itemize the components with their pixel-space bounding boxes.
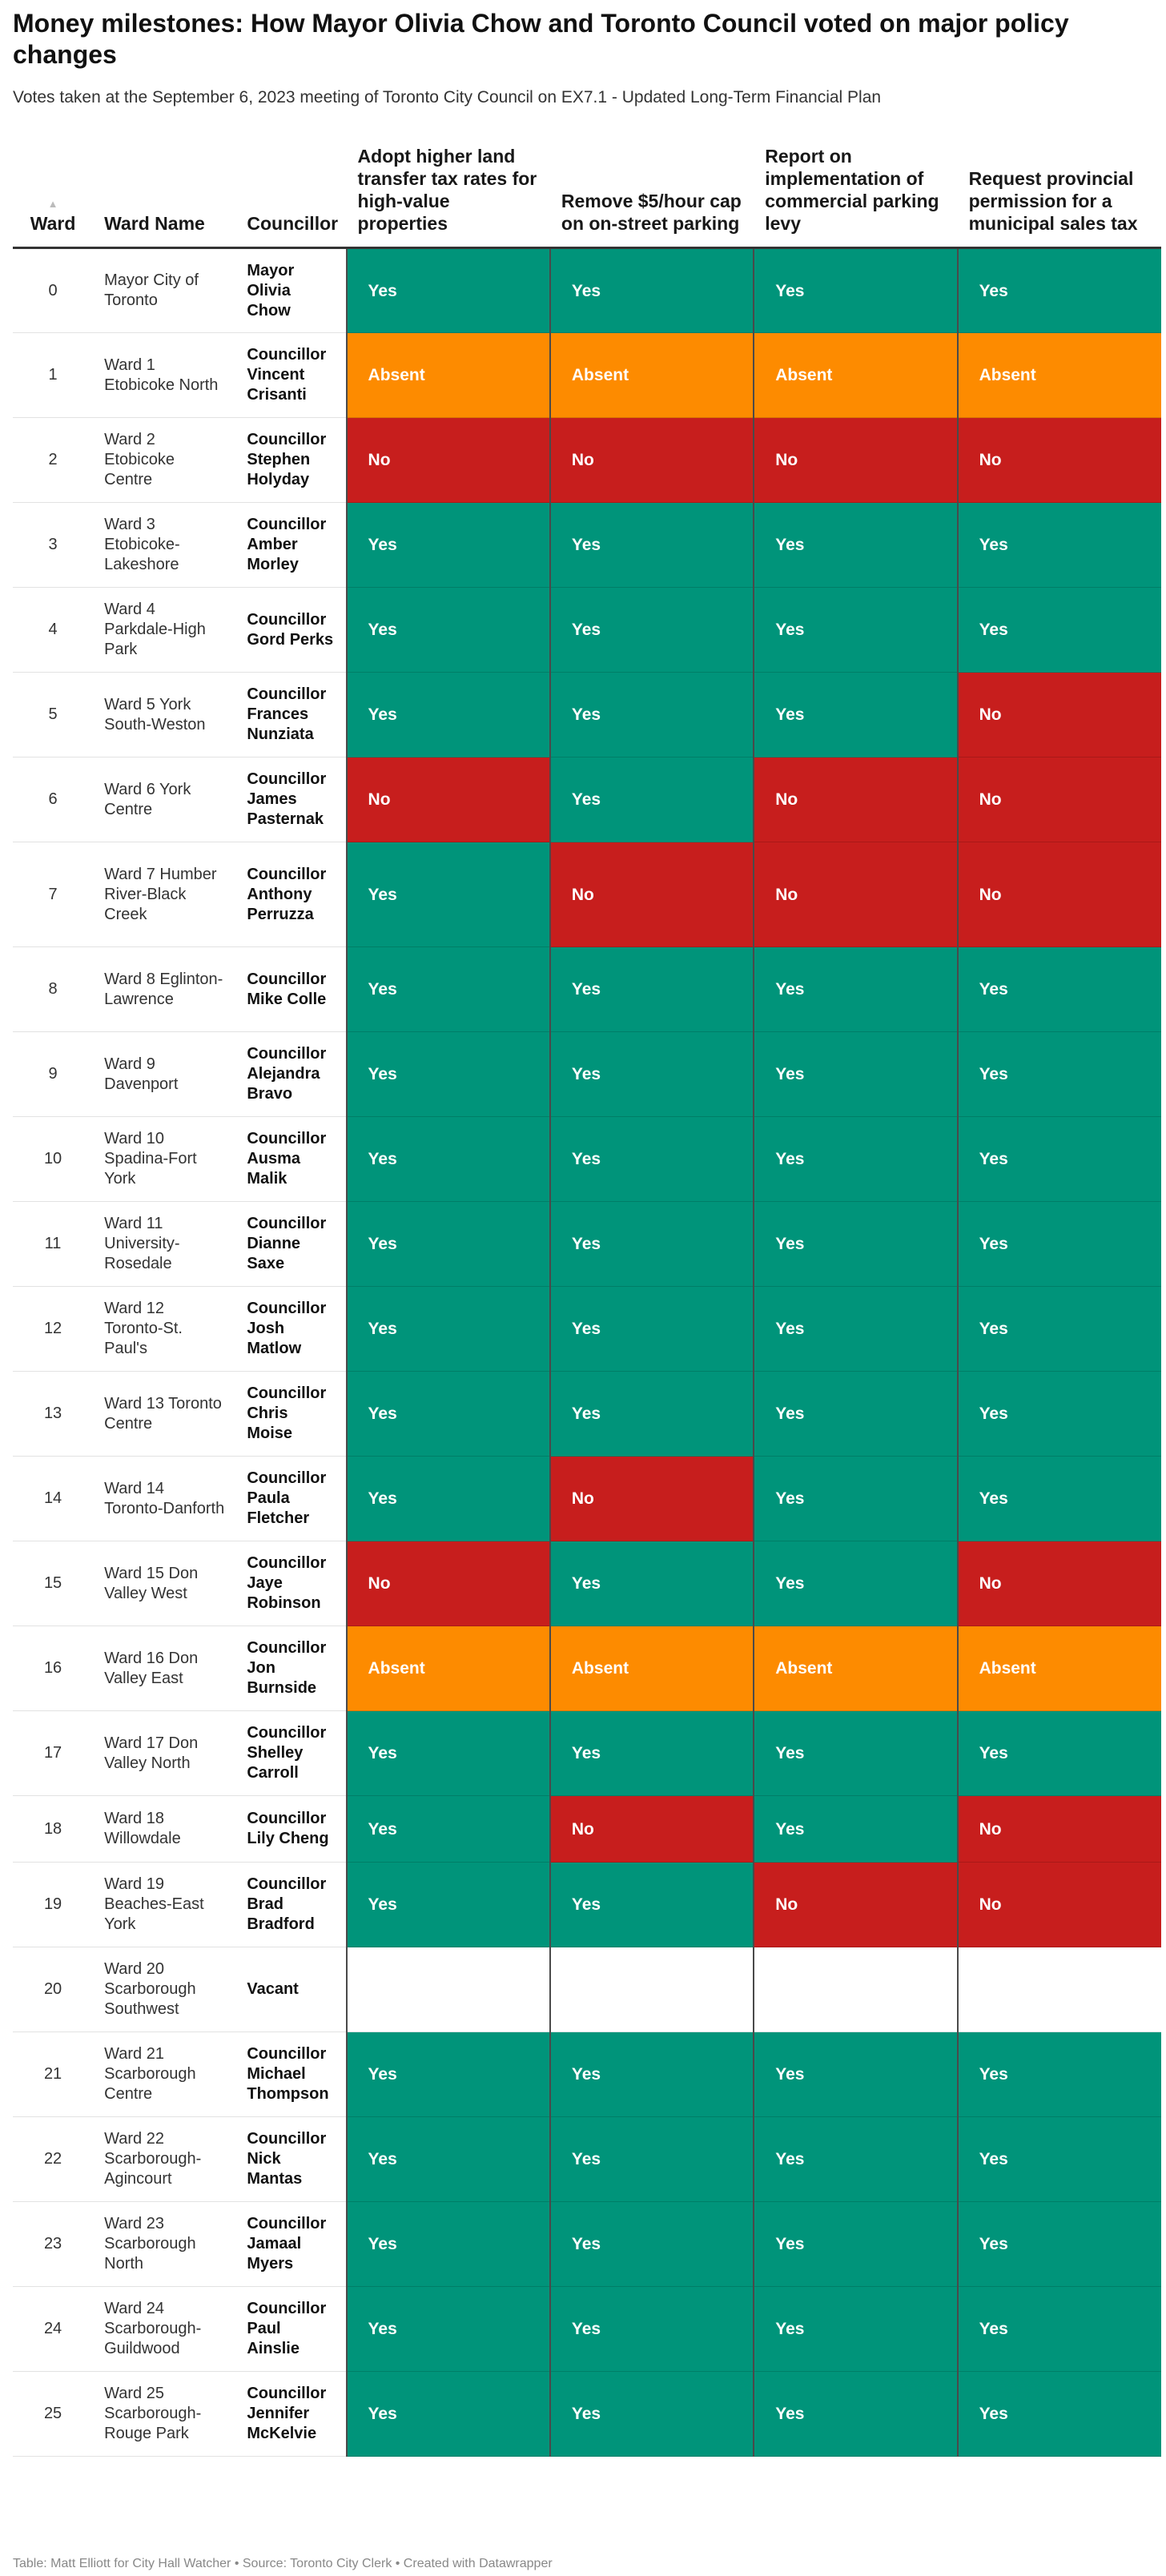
- vote-sales-tax-cell: Yes: [958, 1287, 1161, 1372]
- ward-number-cell: 25: [13, 2372, 93, 2457]
- vote-land-transfer-tax-cell: Yes: [347, 947, 550, 1032]
- ward-name-cell: Ward 2 Etobicoke Centre: [93, 418, 235, 503]
- ward-name-cell: Ward 1 Etobicoke North: [93, 333, 235, 418]
- ward-number-cell: 0: [13, 248, 93, 333]
- ward-name-cell: Ward 14 Toronto-Danforth: [93, 1457, 235, 1541]
- vote-sales-tax-cell: Absent: [958, 333, 1161, 418]
- ward-number-cell: 5: [13, 673, 93, 758]
- vote-sales-tax-cell: Yes: [958, 1032, 1161, 1117]
- table-body: [13, 248, 1161, 2457]
- table-row: [13, 1117, 1161, 1202]
- councillor-cell: Councillor Shelley Carroll: [235, 1711, 346, 1796]
- ward-name-cell: Ward 20 Scarborough Southwest: [93, 1947, 235, 2032]
- vote-parking-levy-cell: Yes: [754, 1541, 957, 1626]
- ward-number-cell: 17: [13, 1711, 93, 1796]
- table-header-row: [13, 137, 1161, 248]
- vote-parking-levy-cell: Yes: [754, 1032, 957, 1117]
- councillor-cell: Councillor Mike Colle: [235, 947, 346, 1032]
- ward-name-cell: Ward 21 Scarborough Centre: [93, 2032, 235, 2117]
- vote-parking-cap-cell: Yes: [550, 1202, 754, 1287]
- chart-title: Money milestones: How Mayor Olivia Chow and Toronto Council voted on major policy changes: [13, 9, 1069, 69]
- vote-sales-tax-cell: Yes: [958, 2372, 1161, 2457]
- vote-sales-tax-cell: Yes: [958, 2032, 1161, 2117]
- vote-parking-cap-cell: Yes: [550, 947, 754, 1032]
- column-header-land-transfer-tax[interactable]: Adopt higher land transfer tax rates for high-value properties: [347, 137, 550, 248]
- table-row: [13, 2202, 1161, 2287]
- table-row: [13, 1032, 1161, 1117]
- councillor-cell: Councillor Josh Matlow: [235, 1287, 346, 1372]
- vote-sales-tax-cell: Yes: [958, 1457, 1161, 1541]
- vote-sales-tax-cell: [958, 1947, 1161, 2032]
- councillor-cell: Councillor Chris Moise: [235, 1372, 346, 1457]
- vote-land-transfer-tax-cell: [347, 1947, 550, 2032]
- vote-sales-tax-cell: No: [958, 673, 1161, 758]
- vote-land-transfer-tax-cell: Yes: [347, 1372, 550, 1457]
- vote-parking-levy-cell: Yes: [754, 503, 957, 588]
- table-row: [13, 1863, 1161, 1947]
- vote-parking-cap-cell: Yes: [550, 2287, 754, 2372]
- councillor-cell: Councillor Jon Burnside: [235, 1626, 346, 1711]
- column-header-councillor[interactable]: Councillor: [235, 137, 346, 248]
- table-row: [13, 503, 1161, 588]
- vote-sales-tax-cell: No: [958, 842, 1161, 947]
- vote-land-transfer-tax-cell: No: [347, 1541, 550, 1626]
- ward-name-cell: Ward 17 Don Valley North: [93, 1711, 235, 1796]
- vote-parking-cap-cell: Absent: [550, 1626, 754, 1711]
- ward-name-cell: Ward 8 Eglinton-Lawrence: [93, 947, 235, 1032]
- councillor-cell: Councillor Amber Morley: [235, 503, 346, 588]
- table-row: [13, 2287, 1161, 2372]
- vote-parking-levy-cell: Yes: [754, 2287, 957, 2372]
- ward-number-cell: 2: [13, 418, 93, 503]
- vote-parking-levy-cell: Yes: [754, 248, 957, 333]
- vote-sales-tax-cell: No: [958, 418, 1161, 503]
- table-row: [13, 333, 1161, 418]
- vote-sales-tax-cell: Yes: [958, 1372, 1161, 1457]
- vote-sales-tax-cell: Yes: [958, 1711, 1161, 1796]
- vote-parking-levy-cell: Yes: [754, 673, 957, 758]
- vote-land-transfer-tax-cell: Yes: [347, 2117, 550, 2202]
- vote-parking-cap-cell: No: [550, 418, 754, 503]
- vote-land-transfer-tax-cell: Yes: [347, 2032, 550, 2117]
- vote-land-transfer-tax-cell: Yes: [347, 673, 550, 758]
- councillor-cell: Councillor James Pasternak: [235, 758, 346, 842]
- vote-parking-cap-cell: Yes: [550, 1372, 754, 1457]
- table-row: [13, 758, 1161, 842]
- ward-number-cell: 6: [13, 758, 93, 842]
- table-row: [13, 248, 1161, 333]
- vote-land-transfer-tax-cell: Yes: [347, 1202, 550, 1287]
- vote-land-transfer-tax-cell: Yes: [347, 1457, 550, 1541]
- ward-number-cell: 3: [13, 503, 93, 588]
- vote-parking-levy-cell: No: [754, 1863, 957, 1947]
- column-header-parking-levy[interactable]: Report on implementation of commercial parking levy: [754, 137, 957, 248]
- vote-parking-cap-cell: Yes: [550, 503, 754, 588]
- ward-name-cell: Ward 23 Scarborough North: [93, 2202, 235, 2287]
- vote-parking-levy-cell: Yes: [754, 588, 957, 673]
- column-header-ward-name[interactable]: Ward Name: [93, 137, 235, 248]
- ward-name-cell: Mayor City of Toronto: [93, 248, 235, 333]
- vote-parking-levy-cell: Yes: [754, 1796, 957, 1863]
- councillor-cell: Councillor Jaye Robinson: [235, 1541, 346, 1626]
- vote-parking-levy-cell: Yes: [754, 1202, 957, 1287]
- column-header-label: Ward: [30, 213, 76, 234]
- ward-name-cell: Ward 9 Davenport: [93, 1032, 235, 1117]
- councillor-cell: Councillor Michael Thompson: [235, 2032, 346, 2117]
- ward-number-cell: 16: [13, 1626, 93, 1711]
- vote-parking-cap-cell: Yes: [550, 1032, 754, 1117]
- vote-sales-tax-cell: No: [958, 1796, 1161, 1863]
- ward-name-cell: Ward 10 Spadina-Fort York: [93, 1117, 235, 1202]
- vote-parking-levy-cell: No: [754, 842, 957, 947]
- ward-name-cell: Ward 16 Don Valley East: [93, 1626, 235, 1711]
- councillor-cell: Vacant: [235, 1947, 346, 2032]
- ward-name-cell: Ward 11 University-Rosedale: [93, 1202, 235, 1287]
- vote-land-transfer-tax-cell: Absent: [347, 333, 550, 418]
- vote-land-transfer-tax-cell: Yes: [347, 248, 550, 333]
- councillor-cell: Councillor Jennifer McKelvie: [235, 2372, 346, 2457]
- ward-number-cell: 20: [13, 1947, 93, 2032]
- vote-parking-cap-cell: Yes: [550, 2202, 754, 2287]
- vote-parking-cap-cell: Yes: [550, 1541, 754, 1626]
- table-row: [13, 842, 1161, 947]
- vote-parking-cap-cell: Yes: [550, 673, 754, 758]
- table-row: [13, 2032, 1161, 2117]
- table-row: [13, 1457, 1161, 1541]
- vote-parking-cap-cell: No: [550, 1457, 754, 1541]
- vote-parking-cap-cell: [550, 1947, 754, 2032]
- vote-land-transfer-tax-cell: Yes: [347, 1032, 550, 1117]
- ward-name-cell: Ward 5 York South-Weston: [93, 673, 235, 758]
- councillor-cell: Councillor Alejandra Bravo: [235, 1032, 346, 1117]
- councillor-cell: Councillor Paul Ainslie: [235, 2287, 346, 2372]
- ward-name-cell: Ward 18 Willowdale: [93, 1796, 235, 1863]
- column-header-sales-tax[interactable]: Request provincial permission for a municipal sales tax: [958, 137, 1161, 248]
- vote-parking-levy-cell: Absent: [754, 1626, 957, 1711]
- table-row: [13, 1202, 1161, 1287]
- ward-number-cell: 9: [13, 1032, 93, 1117]
- vote-land-transfer-tax-cell: Absent: [347, 1626, 550, 1711]
- ward-number-cell: 18: [13, 1796, 93, 1863]
- vote-land-transfer-tax-cell: Yes: [347, 1863, 550, 1947]
- ward-number-cell: 22: [13, 2117, 93, 2202]
- ward-name-cell: Ward 22 Scarborough-Agincourt: [93, 2117, 235, 2202]
- table-row: [13, 1626, 1161, 1711]
- vote-parking-cap-cell: Yes: [550, 248, 754, 333]
- vote-parking-cap-cell: Yes: [550, 2032, 754, 2117]
- vote-land-transfer-tax-cell: Yes: [347, 503, 550, 588]
- councillor-cell: Councillor Vincent Crisanti: [235, 333, 346, 418]
- vote-parking-levy-cell: Yes: [754, 1287, 957, 1372]
- votes-table: [13, 137, 1161, 2457]
- vote-sales-tax-cell: No: [958, 758, 1161, 842]
- vote-sales-tax-cell: No: [958, 1541, 1161, 1626]
- vote-sales-tax-cell: Yes: [958, 248, 1161, 333]
- vote-parking-cap-cell: Yes: [550, 1287, 754, 1372]
- ward-name-cell: Ward 12 Toronto-St. Paul's: [93, 1287, 235, 1372]
- vote-parking-cap-cell: Yes: [550, 588, 754, 673]
- ward-name-cell: Ward 25 Scarborough-Rouge Park: [93, 2372, 235, 2457]
- ward-name-cell: Ward 19 Beaches-East York: [93, 1863, 235, 1947]
- table-row: [13, 418, 1161, 503]
- vote-land-transfer-tax-cell: No: [347, 758, 550, 842]
- vote-parking-levy-cell: Yes: [754, 2117, 957, 2202]
- ward-number-cell: 8: [13, 947, 93, 1032]
- vote-parking-cap-cell: Yes: [550, 1863, 754, 1947]
- vote-land-transfer-tax-cell: Yes: [347, 1796, 550, 1863]
- vote-parking-levy-cell: Yes: [754, 1711, 957, 1796]
- vote-parking-levy-cell: Yes: [754, 1372, 957, 1457]
- councillor-cell: Mayor Olivia Chow: [235, 248, 346, 333]
- councillor-cell: Councillor Frances Nunziata: [235, 673, 346, 758]
- ward-number-cell: 10: [13, 1117, 93, 1202]
- vote-sales-tax-cell: Yes: [958, 588, 1161, 673]
- vote-land-transfer-tax-cell: Yes: [347, 1287, 550, 1372]
- vote-parking-cap-cell: Yes: [550, 758, 754, 842]
- vote-parking-levy-cell: [754, 1947, 957, 2032]
- table-row: [13, 1372, 1161, 1457]
- ward-name-cell: Ward 6 York Centre: [93, 758, 235, 842]
- councillor-cell: Councillor Jamaal Myers: [235, 2202, 346, 2287]
- vote-parking-levy-cell: No: [754, 418, 957, 503]
- councillor-cell: Councillor Brad Bradford: [235, 1863, 346, 1947]
- ward-name-cell: Ward 7 Humber River-Black Creek: [93, 842, 235, 947]
- vote-sales-tax-cell: Yes: [958, 1117, 1161, 1202]
- vote-parking-levy-cell: Yes: [754, 1457, 957, 1541]
- vote-parking-cap-cell: Absent: [550, 333, 754, 418]
- vote-parking-levy-cell: Yes: [754, 1117, 957, 1202]
- table-row: [13, 2117, 1161, 2202]
- ward-number-cell: 19: [13, 1863, 93, 1947]
- table-row: [13, 947, 1161, 1032]
- ward-number-cell: 14: [13, 1457, 93, 1541]
- vote-parking-levy-cell: Absent: [754, 333, 957, 418]
- councillor-cell: Councillor Ausma Malik: [235, 1117, 346, 1202]
- ward-name-cell: Ward 13 Toronto Centre: [93, 1372, 235, 1457]
- councillor-cell: Councillor Dianne Saxe: [235, 1202, 346, 1287]
- ward-number-cell: 15: [13, 1541, 93, 1626]
- ward-name-cell: Ward 4 Parkdale-High Park: [93, 588, 235, 673]
- vote-parking-levy-cell: No: [754, 758, 957, 842]
- vote-sales-tax-cell: Yes: [958, 947, 1161, 1032]
- vote-parking-cap-cell: Yes: [550, 2372, 754, 2457]
- ward-number-cell: 13: [13, 1372, 93, 1457]
- table-row: [13, 1541, 1161, 1626]
- vote-sales-tax-cell: Yes: [958, 2287, 1161, 2372]
- sort-arrow-icon[interactable]: ▲: [47, 198, 58, 210]
- ward-number-cell: 4: [13, 588, 93, 673]
- ward-number-cell: 23: [13, 2202, 93, 2287]
- vote-parking-cap-cell: Yes: [550, 1117, 754, 1202]
- vote-parking-levy-cell: Yes: [754, 2372, 957, 2457]
- vote-land-transfer-tax-cell: Yes: [347, 1711, 550, 1796]
- councillor-cell: Councillor Stephen Holyday: [235, 418, 346, 503]
- chart-subtitle: Votes taken at the September 6, 2023 meeting of Toronto City Council on EX7.1 - Updated Long-Term Financial Plan: [13, 88, 882, 106]
- table-row: [13, 1287, 1161, 1372]
- vote-parking-cap-cell: No: [550, 842, 754, 947]
- vote-parking-levy-cell: Yes: [754, 2202, 957, 2287]
- councillor-cell: Councillor Gord Perks: [235, 588, 346, 673]
- vote-sales-tax-cell: Yes: [958, 503, 1161, 588]
- vote-land-transfer-tax-cell: Yes: [347, 1117, 550, 1202]
- vote-parking-levy-cell: Yes: [754, 2032, 957, 2117]
- vote-land-transfer-tax-cell: Yes: [347, 842, 550, 947]
- ward-number-cell: 21: [13, 2032, 93, 2117]
- table-row: [13, 1796, 1161, 1863]
- vote-parking-levy-cell: Yes: [754, 947, 957, 1032]
- councillor-cell: Councillor Paula Fletcher: [235, 1457, 346, 1541]
- vote-sales-tax-cell: Yes: [958, 2117, 1161, 2202]
- ward-number-cell: 1: [13, 333, 93, 418]
- table-row: [13, 673, 1161, 758]
- ward-name-cell: Ward 24 Scarborough-Guildwood: [93, 2287, 235, 2372]
- vote-sales-tax-cell: Yes: [958, 1202, 1161, 1287]
- table-row: [13, 1947, 1161, 2032]
- vote-parking-cap-cell: Yes: [550, 2117, 754, 2202]
- column-header-parking-cap[interactable]: Remove $5/hour cap on on-street parking: [550, 137, 754, 248]
- ward-number-cell: 24: [13, 2287, 93, 2372]
- ward-number-cell: 11: [13, 1202, 93, 1287]
- vote-land-transfer-tax-cell: Yes: [347, 2202, 550, 2287]
- vote-sales-tax-cell: Yes: [958, 2202, 1161, 2287]
- column-header-ward[interactable]: [13, 137, 93, 248]
- ward-name-cell: Ward 15 Don Valley West: [93, 1541, 235, 1626]
- ward-name-cell: Ward 3 Etobicoke-Lakeshore: [93, 503, 235, 588]
- councillor-cell: Councillor Anthony Perruzza: [235, 842, 346, 947]
- vote-land-transfer-tax-cell: Yes: [347, 2372, 550, 2457]
- vote-parking-cap-cell: Yes: [550, 1711, 754, 1796]
- ward-number-cell: 12: [13, 1287, 93, 1372]
- councillor-cell: Councillor Lily Cheng: [235, 1796, 346, 1863]
- vote-sales-tax-cell: Absent: [958, 1626, 1161, 1711]
- vote-land-transfer-tax-cell: Yes: [347, 2287, 550, 2372]
- vote-parking-cap-cell: No: [550, 1796, 754, 1863]
- vote-sales-tax-cell: No: [958, 1863, 1161, 1947]
- chart-footer: Table: Matt Elliott for City Hall Watcher • Source: Toronto City Clerk • Created with Datawrapper: [13, 2557, 553, 2570]
- councillor-cell: Councillor Nick Mantas: [235, 2117, 346, 2202]
- table-row: [13, 2372, 1161, 2457]
- ward-number-cell: 7: [13, 842, 93, 947]
- table-row: [13, 588, 1161, 673]
- vote-land-transfer-tax-cell: Yes: [347, 588, 550, 673]
- table-row: [13, 1711, 1161, 1796]
- vote-land-transfer-tax-cell: No: [347, 418, 550, 503]
